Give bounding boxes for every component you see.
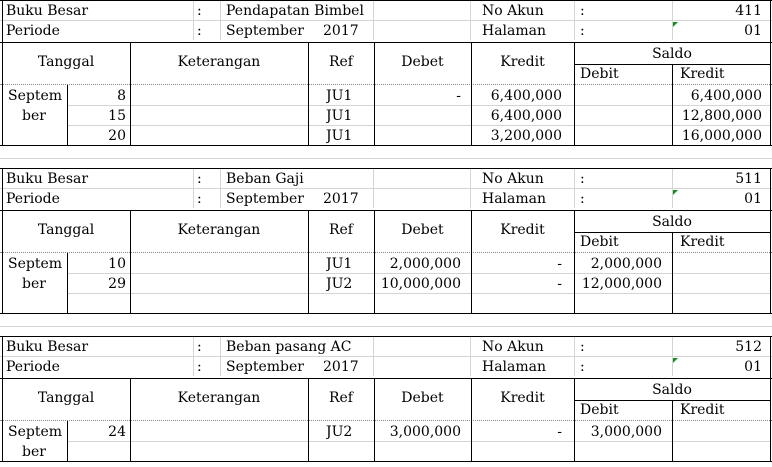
comment-indicator-icon <box>673 190 678 195</box>
day-cell <box>67 442 126 462</box>
no-akun-label: No Akun <box>482 171 544 187</box>
day-cell <box>67 294 126 314</box>
day-cell: 20 <box>108 128 126 144</box>
debet-cell: 3,000,000 <box>389 424 461 440</box>
border-line <box>770 42 771 145</box>
no-akun-value: 411 <box>735 3 762 19</box>
no-akun-colon: : <box>580 339 585 355</box>
header-saldo: Saldo <box>652 382 692 398</box>
header-saldo-debit: Debit <box>580 402 619 418</box>
halaman-colon: : <box>580 359 585 375</box>
saldo-debit-cell <box>574 442 662 462</box>
saldo-kredit-cell: 12,800,000 <box>681 108 762 124</box>
border-line <box>672 400 673 461</box>
day-cell: 8 <box>117 88 126 104</box>
no-akun-value: 512 <box>735 339 762 355</box>
border-line <box>0 42 772 43</box>
grid-line <box>0 188 772 189</box>
no-akun-value: 511 <box>735 171 762 187</box>
halaman-colon: : <box>580 191 585 207</box>
halaman-label: Halaman <box>482 359 547 375</box>
kredit-cell: 6,400,000 <box>490 108 562 124</box>
header-debet: Debet <box>401 222 444 238</box>
header-debet: Debet <box>401 54 444 70</box>
account-name: Beban pasang AC <box>226 339 352 355</box>
label-colon: : <box>197 171 202 187</box>
ref-cell: JU1 <box>326 88 353 104</box>
border-line <box>130 210 131 313</box>
saldo-kredit-cell <box>672 422 762 442</box>
border-line <box>67 85 68 145</box>
table-row[interactable] <box>0 105 772 125</box>
debet-cell <box>374 442 461 462</box>
saldo-kredit-cell <box>672 442 762 462</box>
grid-line <box>67 441 770 442</box>
ref-cell <box>326 294 376 314</box>
saldo-debit-cell: 2,000,000 <box>590 256 662 272</box>
kredit-cell: 3,200,000 <box>490 128 562 144</box>
table-row[interactable] <box>0 253 772 273</box>
day-cell: 15 <box>108 108 126 124</box>
grid-line <box>67 273 770 274</box>
account-name: Pendapatan Bimbel <box>226 3 364 19</box>
kredit-cell: 6,400,000 <box>490 88 562 104</box>
grid-line <box>0 20 772 21</box>
border-line <box>0 145 772 146</box>
saldo-debit-cell: 12,000,000 <box>581 276 662 292</box>
saldo-debit-cell <box>574 294 662 314</box>
account-name: Beban Gaji <box>226 171 304 187</box>
border-line <box>2 336 3 378</box>
kredit-cell: - <box>557 276 562 292</box>
halaman-value: 01 <box>744 191 762 207</box>
saldo-kredit-cell <box>672 274 762 294</box>
month-part2: ber <box>22 276 46 292</box>
header-debet: Debet <box>401 390 444 406</box>
border-line <box>770 378 771 461</box>
periode-colon: : <box>197 359 202 375</box>
border-line <box>0 336 772 337</box>
saldo-kredit-cell <box>672 294 762 314</box>
table-row[interactable] <box>0 421 772 441</box>
border-line <box>308 210 309 313</box>
saldo-kredit-cell <box>672 254 762 274</box>
account-label: Buku Besar <box>6 339 89 355</box>
month-part1: Septem <box>8 256 63 272</box>
ref-cell: JU1 <box>326 108 353 124</box>
periode-year: 2017 <box>323 23 359 39</box>
grid-line <box>67 105 770 106</box>
kredit-cell: - <box>557 424 562 440</box>
border-line <box>471 378 472 461</box>
border-line <box>672 64 673 145</box>
saldo-kredit-cell: 16,000,000 <box>681 128 762 144</box>
periode-year: 2017 <box>323 191 359 207</box>
no-akun-colon: : <box>580 3 585 19</box>
debet-cell <box>374 126 461 146</box>
no-akun-label: No Akun <box>482 3 544 19</box>
header-saldo: Saldo <box>652 46 692 62</box>
border-line <box>770 0 771 42</box>
debet-cell: - <box>456 88 461 104</box>
day-cell: 29 <box>108 276 126 292</box>
ref-cell: JU2 <box>326 424 353 440</box>
month-part2: ber <box>22 108 46 124</box>
border-line <box>770 168 771 210</box>
header-ref: Ref <box>328 222 353 238</box>
kredit-cell <box>471 294 562 314</box>
halaman-colon: : <box>580 23 585 39</box>
grid-line <box>67 125 770 126</box>
saldo-debit-cell <box>574 86 662 106</box>
periode-label: Periode <box>6 359 60 375</box>
header-saldo-kredit: Kredit <box>680 66 725 82</box>
account-label: Buku Besar <box>6 3 89 19</box>
border-line <box>574 210 575 313</box>
header-tanggal: Tanggal <box>37 390 95 406</box>
border-line <box>308 378 309 461</box>
header-saldo-kredit: Kredit <box>680 234 725 250</box>
border-line <box>0 461 772 462</box>
header-saldo-debit: Debit <box>580 66 619 82</box>
border-line <box>130 42 131 145</box>
border-line <box>0 0 772 1</box>
day-cell: 24 <box>108 424 126 440</box>
halaman-value: 01 <box>744 23 762 39</box>
table-row[interactable] <box>0 85 772 105</box>
periode-colon: : <box>197 23 202 39</box>
ref-cell: JU1 <box>326 256 353 272</box>
border-line <box>374 210 375 313</box>
border-line <box>0 168 772 169</box>
border-line <box>67 421 68 461</box>
grid-line <box>67 293 770 294</box>
header-kredit: Kredit <box>500 54 545 70</box>
periode-month: September <box>226 359 304 375</box>
periode-label: Periode <box>6 191 60 207</box>
header-tanggal: Tanggal <box>37 222 95 238</box>
border-line <box>770 336 771 378</box>
header-keterangan: Keterangan <box>177 390 261 406</box>
border-line <box>574 378 575 461</box>
border-line <box>374 378 375 461</box>
border-line <box>130 378 131 461</box>
border-line <box>2 0 3 42</box>
header-saldo-kredit: Kredit <box>680 402 725 418</box>
debet-cell: 2,000,000 <box>389 256 461 272</box>
grid-line <box>0 158 772 159</box>
saldo-debit-cell <box>574 126 662 146</box>
border-line <box>574 42 575 145</box>
day-cell: 10 <box>108 256 126 272</box>
border-line <box>672 232 673 313</box>
border-line <box>2 378 3 461</box>
table-row[interactable] <box>0 273 772 293</box>
account-label: Buku Besar <box>6 171 89 187</box>
no-akun-label: No Akun <box>482 339 544 355</box>
debet-cell <box>374 106 461 126</box>
header-ref: Ref <box>328 54 353 70</box>
saldo-debit-cell: 3,000,000 <box>590 424 662 440</box>
border-line <box>0 313 772 314</box>
header-keterangan: Keterangan <box>177 222 261 238</box>
no-akun-colon: : <box>580 171 585 187</box>
border-line <box>770 210 771 313</box>
border-line <box>308 42 309 145</box>
comment-indicator-icon <box>673 22 678 27</box>
header-saldo-debit: Debit <box>580 234 619 250</box>
header-keterangan: Keterangan <box>177 54 261 70</box>
label-colon: : <box>197 339 202 355</box>
ref-cell: JU2 <box>326 276 353 292</box>
header-saldo: Saldo <box>652 214 692 230</box>
periode-month: September <box>226 191 304 207</box>
saldo-debit-cell <box>574 106 662 126</box>
border-line <box>67 253 68 313</box>
border-line <box>2 42 3 145</box>
border-line <box>374 42 375 145</box>
table-row[interactable] <box>0 441 772 461</box>
ref-cell: JU1 <box>326 128 353 144</box>
header-kredit: Kredit <box>500 390 545 406</box>
debet-cell <box>374 294 461 314</box>
grid-line <box>0 356 772 357</box>
header-kredit: Kredit <box>500 222 545 238</box>
border-line <box>471 210 472 313</box>
header-tanggal: Tanggal <box>37 54 95 70</box>
grid-line <box>0 326 772 327</box>
border-line <box>2 168 3 210</box>
table-row[interactable] <box>0 125 772 145</box>
border-line <box>471 42 472 145</box>
periode-month: September <box>226 23 304 39</box>
month-part2: ber <box>22 444 46 460</box>
periode-year: 2017 <box>323 359 359 375</box>
month-part1: Septem <box>8 88 63 104</box>
header-ref: Ref <box>328 390 353 406</box>
comment-indicator-icon <box>673 358 678 363</box>
ref-cell <box>326 442 376 462</box>
label-colon: : <box>197 3 202 19</box>
table-row[interactable] <box>0 293 772 313</box>
halaman-value: 01 <box>744 359 762 375</box>
periode-label: Periode <box>6 23 60 39</box>
periode-colon: : <box>197 191 202 207</box>
saldo-kredit-cell: 6,400,000 <box>690 88 762 104</box>
kredit-cell <box>471 442 562 462</box>
border-line <box>0 210 772 211</box>
kredit-cell: - <box>557 256 562 272</box>
border-line <box>2 210 3 313</box>
month-part1: Septem <box>8 424 63 440</box>
border-line <box>0 378 772 379</box>
halaman-label: Halaman <box>482 23 547 39</box>
debet-cell: 10,000,000 <box>380 276 461 292</box>
halaman-label: Halaman <box>482 191 547 207</box>
